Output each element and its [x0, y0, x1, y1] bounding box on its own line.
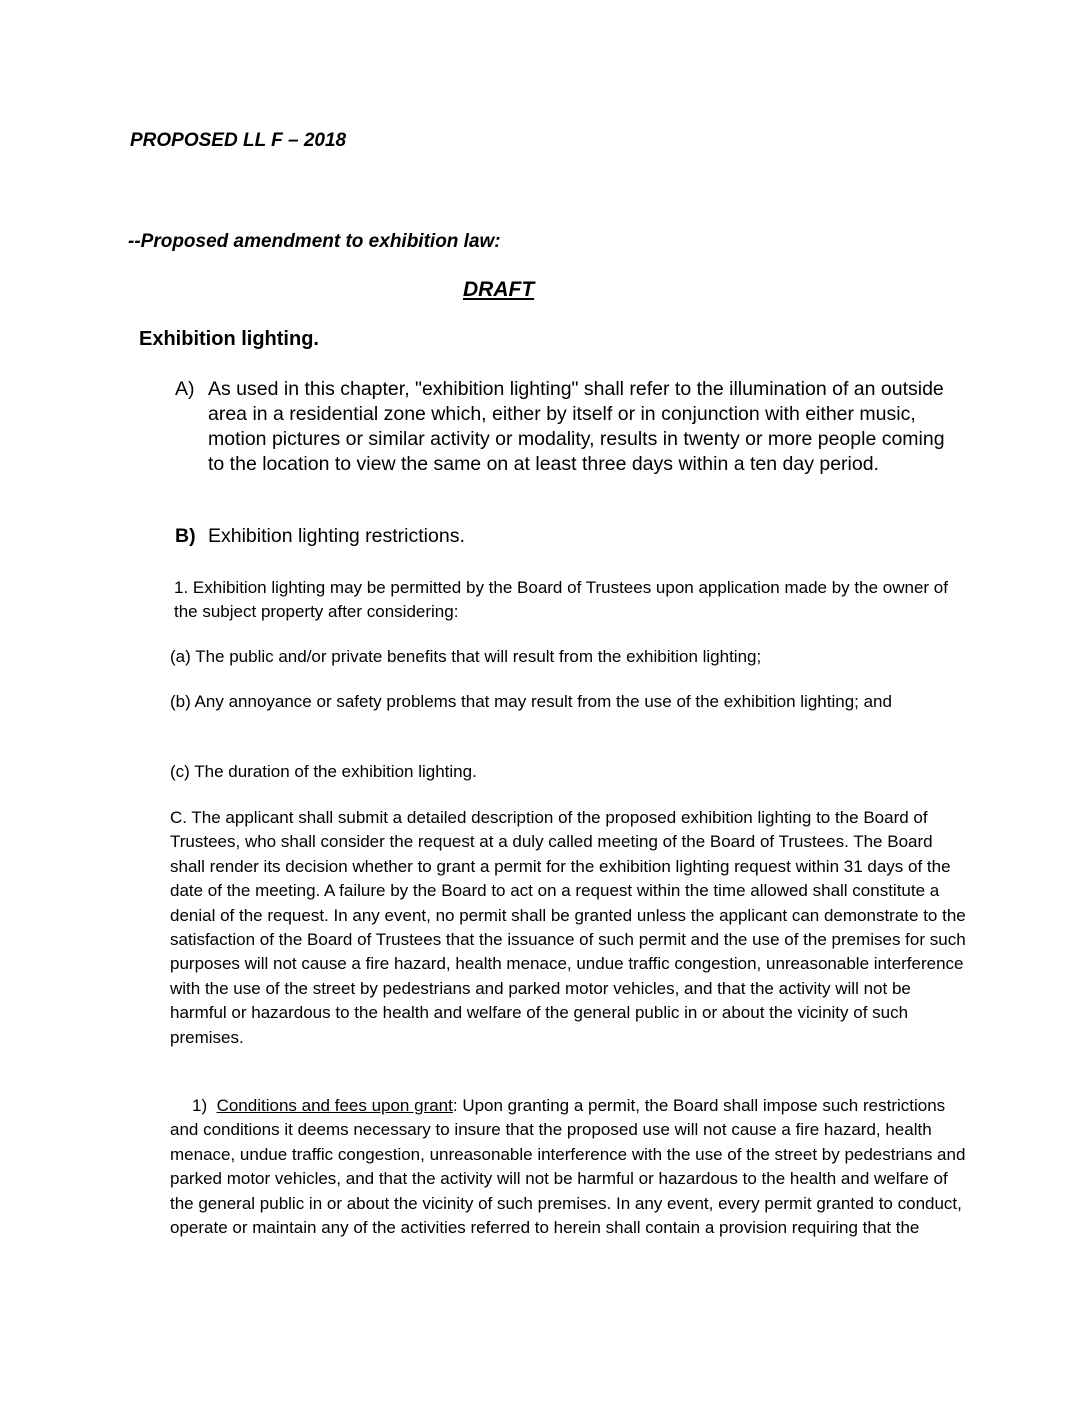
- paragraph-c: (c) The duration of the exhibition lighting.: [170, 762, 477, 781]
- section-heading: Exhibition lighting.: [139, 328, 319, 350]
- paragraph-C: C. The applicant shall submit a detailed description of the proposed exhibition lighting to the Board of Trustees, who shall consider the request at a duly called meeting of the Board of Trustees. The Board shall render its decision whether to grant a permit for the exhibition lighting request within 31 days of the date of the meeting. A failure by the Board to act on a request within the time allowed shall constitute a denial of the request. In any event, no permit shall be granted unless the applicant can demonstrate to the satisfaction of the Board of Trustees that the issuance of such permit and the use of the premises for such purposes will not cause a fire hazard, health menace, undue traffic congestion, unreasonable interference with the use of the street by pedestrians and parked motor vehicles, and that the activity will not be harmful or hazardous to the health and welfare of the general public in or about the vicinity of such premises.: [170, 808, 966, 1047]
- paragraph-conditions: [170, 1094, 970, 1240]
- item-b-marker: B): [175, 525, 196, 547]
- item-b-text: Exhibition lighting restrictions.: [208, 525, 465, 547]
- paragraph-a: (a) The public and/or private benefits that will result from the exhibition lighting;: [170, 647, 762, 666]
- item-a-marker: A): [175, 378, 195, 400]
- paragraph-b: (b) Any annoyance or safety problems that may result from the use of the exhibition lighting; and: [170, 692, 892, 711]
- conditions-marker: 1): [192, 1096, 208, 1115]
- conditions-heading: Conditions and fees upon grant: [216, 1096, 453, 1115]
- item-b: [175, 524, 465, 549]
- paragraph-1: 1. Exhibition lighting may be permitted by the Board of Trustees upon application made by the owner of the subject property after considering:: [174, 578, 948, 622]
- item-a: [175, 377, 965, 477]
- document-title: PROPOSED LL F – 2018: [130, 130, 347, 151]
- item-a-text: As used in this chapter, "exhibition lighting" shall refer to the illumination of an outside area in a residential zone which, either by itself or in conjunction with either music, motion pictures or similar activity or modality, results in twenty or more people coming to the location to view the same on at least three days within a ten day period.: [208, 378, 945, 475]
- conditions-text: : Upon granting a permit, the Board shall impose such restrictions and conditions it deems necessary to insure that the proposed use will not cause a fire hazard, health menace, undue traffic congestion, unreasonable interference with the use of the street by pedestrians and parked motor vehicles, and that the activity will not be harmful or hazardous to the health and welfare of the general public in or about the vicinity of such premises. In any event, every permit granted to conduct, operate or maintain any of the activities referred to herein shall contain a provision requiring that the: [170, 1096, 966, 1238]
- document-subtitle: --Proposed amendment to exhibition law:: [128, 231, 501, 252]
- draft-label: DRAFT: [463, 278, 535, 301]
